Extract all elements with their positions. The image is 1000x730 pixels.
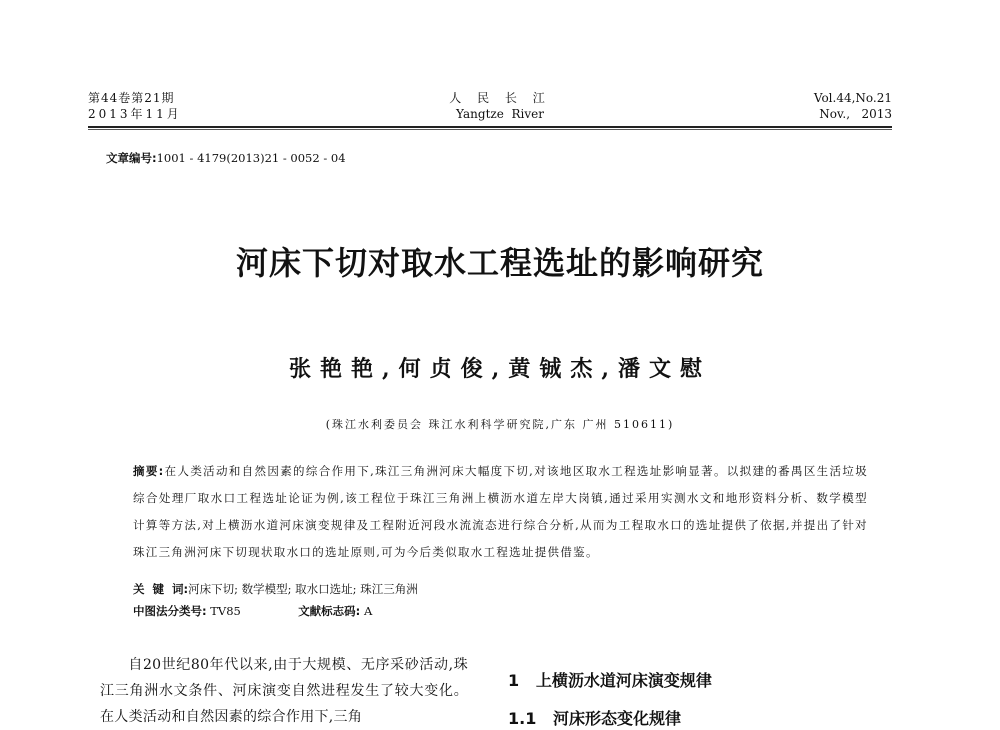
- article-number-value: 1001 - 4179(2013)21 - 0052 - 04: [156, 151, 346, 165]
- issue-date: 2013年11月: [88, 107, 182, 121]
- section-heading-1: 1 上横沥水道河床演变规律: [508, 671, 712, 690]
- abstract-label: 摘要:: [133, 464, 165, 478]
- classification-value: TV85: [210, 604, 241, 618]
- header-rule: [88, 126, 892, 128]
- article-number: [106, 150, 346, 166]
- journal-issue: [88, 90, 182, 122]
- issue-volume-en: Vol.44,No.21: [813, 91, 892, 105]
- journal-name-en: Yangtze River: [456, 107, 544, 121]
- keywords-text: 河床下切; 数学模型; 取水口选址; 珠江三角洲: [188, 582, 418, 596]
- classification: [133, 603, 372, 619]
- abstract: [133, 458, 868, 566]
- header-rule-thin: [88, 129, 892, 130]
- section-heading-1-1: 1.1 河床形态变化规律: [508, 709, 682, 728]
- body-intro-paragraph: [100, 652, 468, 730]
- authors: 张艳艳,何贞俊,黄铖杰,潘文慰: [289, 356, 711, 382]
- classification-label: 中图法分类号:: [133, 604, 207, 618]
- affiliation: (珠江水利委员会 珠江水利科学研究院,广东 广州 510611): [325, 418, 675, 431]
- body-intro-text: 自20世纪80年代以来,由于大规模、无序采砂活动,珠江三角洲水文条件、河床演变自然进程发生了较大变化。在人类活动和自然因素的综合作用下,三角: [100, 657, 468, 725]
- keywords: [133, 581, 418, 597]
- keywords-label: 关 键 词:: [133, 582, 189, 596]
- journal-name-cn: 人 民 长 江: [449, 91, 551, 105]
- issue-volume: 第44卷第21期: [88, 91, 175, 105]
- issue-date-en: Nov., 2013: [819, 107, 892, 121]
- article-number-label: 文章编号:: [106, 151, 157, 165]
- document-code-value: A: [363, 604, 373, 618]
- journal-name: [400, 90, 600, 122]
- document-code-label: 文献标志码:: [298, 604, 361, 618]
- page-title: 河床下切对取水工程选址的影响研究: [235, 244, 764, 282]
- abstract-text: 在人类活动和自然因素的综合作用下,珠江三角洲河床大幅度下切,对该地区取水工程选址影响显著。以拟建的番禺区生活垃圾综合处理厂取水口工程选址论证为例,该工程位于珠江三角洲上横沥水道左岸大岗镇,通过采用实测水文和地形资料分析、数学模型计算等方法,对上横沥水道河床演变规律及工程附近河段水流流态进行综合分析,从而为工程取水口的选址提供了依据,并提出了针对珠江三角洲河床下切现状取水口的选址原则,可为今后类似取水工程选址提供借鉴。: [133, 464, 869, 559]
- journal-issue-en: [814, 90, 892, 122]
